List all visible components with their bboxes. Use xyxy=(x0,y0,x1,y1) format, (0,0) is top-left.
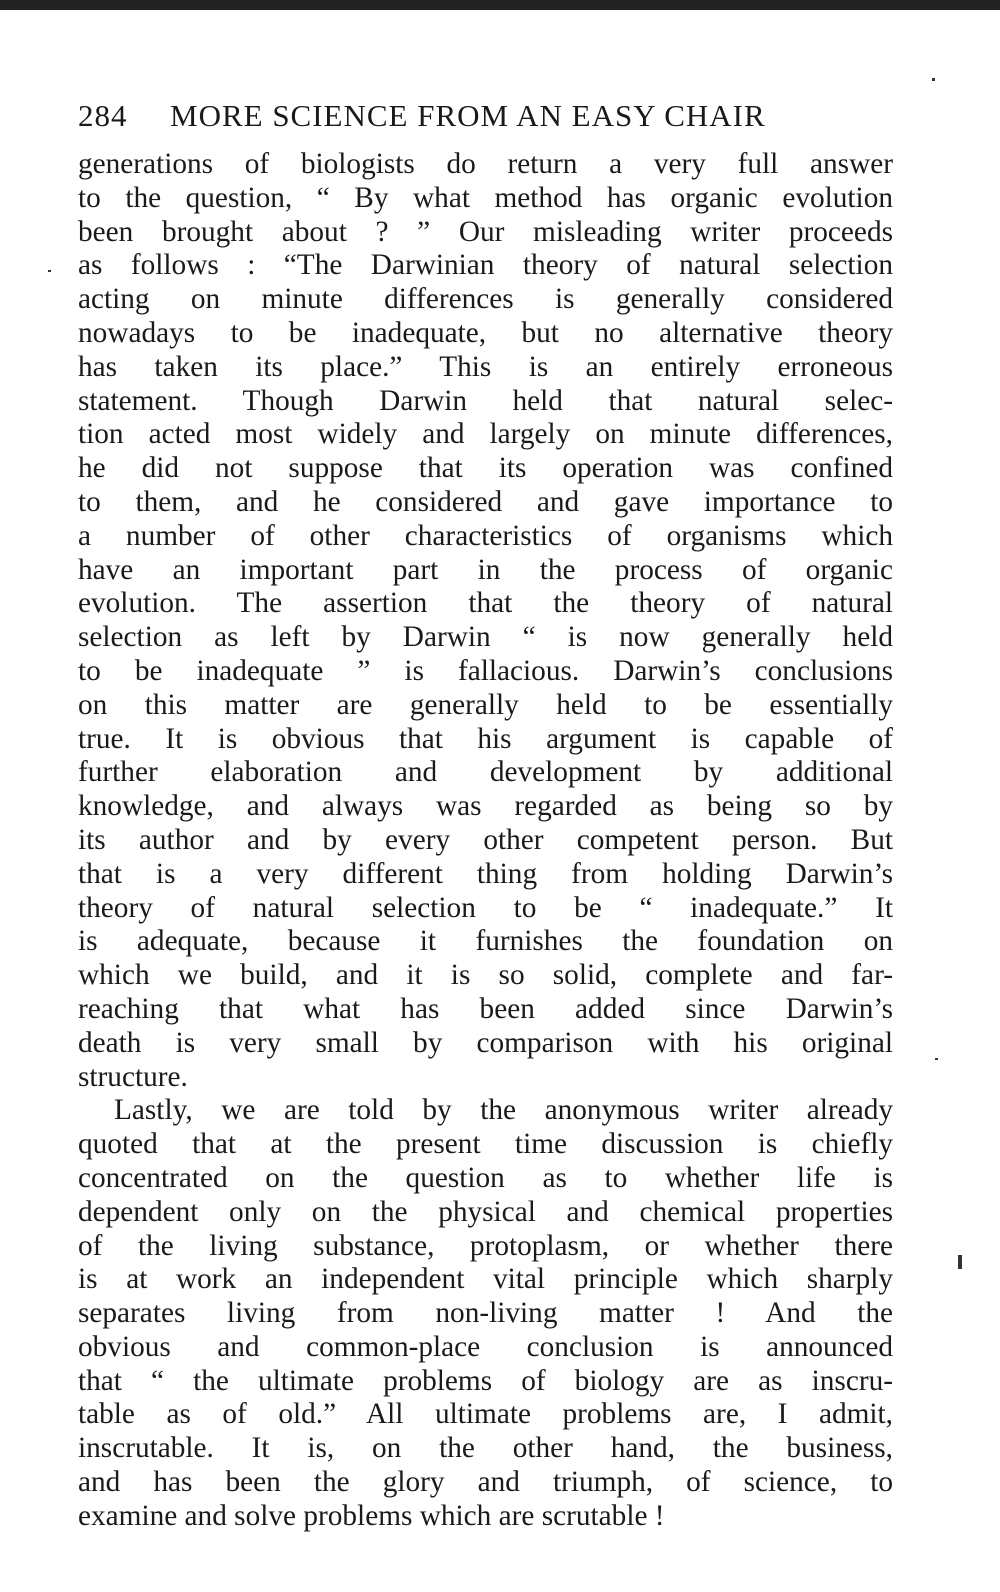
text-line: obvious and common-place conclusion is announced xyxy=(78,1330,893,1363)
text-line: that is a very different thing from holding Darwin’s xyxy=(78,857,893,890)
text-line: nowadays to be inadequate, but no alternative theory xyxy=(78,316,893,349)
text-line: quoted that at the present time discussion is chiefly xyxy=(78,1128,893,1161)
text-line: as follows : “The Darwinian theory of natural selection xyxy=(78,249,893,282)
text-line: theory of natural selection to be “ inadequate.” It xyxy=(78,891,893,924)
paragraph-1 xyxy=(78,148,893,1094)
text-line: that “ the ultimate problems of biology are as inscru- xyxy=(78,1364,893,1397)
top-border-rule xyxy=(0,0,1000,10)
text-line: to them, and he considered and gave importance to xyxy=(78,485,893,518)
text-line: evolution. The assertion that the theory of natural xyxy=(78,587,893,620)
text-line: dependent only on the physical and chemical properties xyxy=(78,1195,893,1228)
text-line: have an important part in the process of organic xyxy=(78,553,893,586)
text-line: table as of old.” All ultimate problems are, I admit, xyxy=(78,1398,893,1431)
page-number: 284 xyxy=(78,98,128,133)
text-line: concentrated on the question as to whether life is xyxy=(78,1161,893,1194)
text-line: on this matter are generally held to be essentially xyxy=(78,688,893,721)
text-line: selection as left by Darwin “ is now generally held xyxy=(78,621,893,654)
scan-speck xyxy=(932,78,935,81)
text-line: is adequate, because it furnishes the foundation on xyxy=(78,925,893,958)
text-line: he did not suppose that its operation was confined xyxy=(78,452,893,485)
text-line: reaching that what has been added since Darwin’s xyxy=(78,992,893,1025)
text-line: been brought about ? ” Our misleading writer proceeds xyxy=(78,215,893,248)
text-line: of the living substance, protoplasm, or whether there xyxy=(78,1229,893,1262)
body-text xyxy=(78,148,893,1534)
text-line: tion acted most widely and largely on minute differences, xyxy=(78,418,893,451)
text-line: structure. xyxy=(78,1060,188,1093)
text-line: generations of biologists do return a very full answer xyxy=(78,148,893,180)
text-line: its author and by every other competent person. But xyxy=(78,823,893,856)
paragraph-2 xyxy=(78,1094,893,1533)
text-line: acting on minute differences is generally considered xyxy=(78,283,893,316)
scan-speck xyxy=(935,1058,938,1060)
text-line: to the question, “ By what method has organic evolution xyxy=(78,181,893,214)
text-line: statement. Though Darwin held that natural selec- xyxy=(78,384,893,417)
text-line: and has been the glory and triumph, of science, to xyxy=(78,1466,893,1499)
text-line: has taken its place.” This is an entirely erroneous xyxy=(78,350,893,383)
text-line: knowledge, and always was regarded as being so by xyxy=(78,790,893,823)
scan-speck xyxy=(48,270,51,272)
text-line: a number of other characteristics of organisms which xyxy=(78,519,893,552)
text-line: death is very small by comparison with his original xyxy=(78,1026,893,1059)
text-line: which we build, and it is so solid, complete and far- xyxy=(78,959,893,992)
text-line: inscrutable. It is, on the other hand, the business, xyxy=(78,1432,893,1465)
text-line: Lastly, we are told by the anonymous writer already xyxy=(114,1094,893,1127)
text-line: further elaboration and development by additional xyxy=(78,756,893,789)
text-line: true. It is obvious that his argument is capable of xyxy=(78,722,893,755)
text-line: to be inadequate ” is fallacious. Darwin’s conclusions xyxy=(78,654,893,687)
scan-speck xyxy=(958,1255,962,1269)
text-line: examine and solve problems which are scrutable ! xyxy=(78,1499,665,1532)
text-line: separates living from non-living matter ! And the xyxy=(78,1297,893,1330)
page-header xyxy=(78,98,893,142)
text-line: is at work an independent vital principle which sharply xyxy=(78,1263,893,1296)
running-title: MORE SCIENCE FROM AN EASY CHAIR xyxy=(170,98,766,133)
